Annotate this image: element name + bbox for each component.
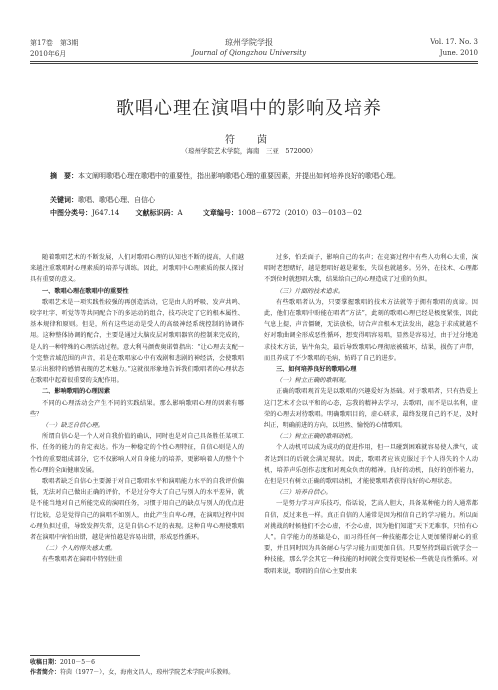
header-rule-2: [30, 63, 478, 64]
bio-value: 符茵（1977－），女，海南文昌人，琼州学院艺术学院声乐教师。: [60, 669, 235, 676]
keywords: [50, 194, 455, 206]
bio-label: 作者简介：: [30, 669, 61, 676]
footnote-rule: [30, 655, 140, 656]
subsection-heading: （二）个人的得失感太重。: [42, 545, 117, 553]
keywords-text: 歌唱、歌唱心理、自信心: [78, 196, 155, 204]
subsection-heading: （二）树立正确的歌唱动机。: [276, 433, 357, 441]
author-bio: [30, 668, 478, 678]
body-paragraph: 一是努力学习声乐技巧，俗话说，艺高人胆大，具备某种能力的人通常都自信，反过来也一样。真正自信的人通常是因为相信自己的学习能力。所以面对挑战的时候他们不会心虚，不会心虚，因为他们知道“天下无难事，只怕有心人”。自学能力的基础是心，而习得任何一种技能都会让人更加懂得耐心的重要，并且同时因为具备耐心与学习能力而更加自信。只要坚持到最后就学会一种技能，那么学会其它一种技能的时间就会变得更轻松一些就是良性循环。对歌唱来说，歌唱的自信心主要由来: [264, 500, 478, 575]
header-rule: [30, 61, 478, 62]
received-date: [30, 658, 478, 668]
body-paragraph: 过多，怕丢面子，影响自己的名声；在竞赛过程中有些人功利心太重，演唱时老想赌好，越是想唱好越是紧张，失误也就越多。另外，在技术、心理都不到位时就想唱大歌，结果给自己的心理造成了过重的负担。: [264, 254, 478, 284]
received-value: 2010－5－6: [60, 659, 95, 666]
date-en: June. 2010: [439, 49, 478, 57]
body-paragraph: 正确的歌唱观首先是以歌唱的兴趣爱好为基础。对于歌唱者，只有热爱上这门艺术才会以平和的心态，忘我的精神去学习，去歌唱，而不是以名利，虚荣的心理去对待歌唱。明确歌唱目的，虚心研求，最终发现自己的不足，及时纠正，明确前进的方向，以坦然、愉悦的心情歌唱。: [264, 388, 478, 430]
doc-code-label: 文献标识码：: [135, 208, 178, 217]
article-number-label: 文章编号：: [202, 208, 238, 217]
doc-code-value: A: [177, 209, 183, 217]
section-heading: 二、影响歌唱的心理因素: [42, 388, 111, 396]
date-cn: 2010年6月: [30, 50, 67, 58]
body-paragraph: 歌唱艺术是一项实践性较强的再创造活动，它是由人的呼吸、发声共鸣、咬字吐字、听觉等等共同配合下的多运动的组合，技巧决定了它的根本属性、基本规律和原则。但是，所有这些运动是受人的高级神经系统控制的协调作用。这种整体协调的配合，主要是通过大脑皮层对歌唱器官的控制来完成的，是人的一种特殊的心理活动过程。意大利马颜费奥诺曾指出：“让心理去支配一个完整音域范围的声音，若是在歌唱家心中有戏剧和悲剧的神经活，会使歌唱显示出独特的感情表现的艺术魅力。”这就很形象地告诉我们歌唱者的心理状态在歌唱中起着很重要的支配作用。: [30, 298, 244, 385]
body-paragraph: 有些歌唱者认为，只要掌握歌唱的技术方法就等于拥有歌唱的真谛。因此，他们在歌唱中盼能在唱者“方法”，此刻的歌唱心理已经是极度紧张，因此气息上提，声音僵硬，无法放松，切合声音根本无法发出，越急于求成就越不好对歌曲调全形成恶性循环，想变得唱容易唱，显然是容易过，由于过分地追求技术方法，钻牛角尖，最后导致歌唱心理彻底被破坏，结果，损伤了声带，而且养成了不少歌唱的毛病，妨碍了自己的进步。: [264, 298, 478, 362]
subsection-heading: （一）缺乏自信心理。: [42, 422, 104, 430]
subsection-heading: （一）树立正确的歌唱观。: [276, 377, 351, 385]
subsection-heading: （三）片面的技术追求。: [276, 287, 345, 295]
abstract-text: 本文阐明歌唱心理在歌唱中的重要性，指出影响歌唱心理的重要因素，并提出如何培养良好的歌唱心理。: [78, 172, 400, 180]
subsection-heading: （三）培养自信心。: [276, 489, 332, 497]
abstract: [50, 170, 455, 182]
body-left-column: [30, 252, 244, 566]
clc-label: 中图分类号：: [50, 208, 92, 217]
body-paragraph: 不同的心理活动会产生不同的实践结果。那么影响歌唱心理的因素有哪些？: [30, 399, 244, 418]
keywords-label: 关键词：: [50, 195, 78, 204]
journal-name-en: Journal of Qiongzhou University: [191, 49, 307, 57]
author-affiliation: （琼州学院艺术学院，海南 三亚 572000）: [181, 147, 317, 155]
section-heading: 三、如何培养良好的歌唱心理: [276, 366, 357, 374]
body-paragraph: 所谓自信心是一个人对自我价值的确认，同时也是对自己具备胜任某项工作、任务的能力的肯定表达。作为一种稳定的个性心理特征，自信心则是人的个性的重要组成部分，它不仅影响人对自身能力的培养，更影响着人的整个个性心理的全面健康发展。: [30, 433, 244, 474]
body-right-column: [264, 252, 478, 577]
clc-value: J647.14: [92, 209, 120, 217]
volume-issue-en: Vol. 17. No. 3: [430, 38, 478, 46]
section-heading: 一、歌唱心理在歌唱中的重要性: [42, 287, 129, 295]
body-paragraph: 歌唱者缺乏自信心主要源于对自己歌唱水平和演唱能力水平的自我评价偏低，无法对自己做出正确的评价，不是过分夸大了自己与别人的水平差异，就是不能当地对自己所能完成的演唱任务，习惯于用自己的缺点与别人的优点进行比较，总是觉得自己的演唱不如别人，由此产生自卑心理，在演唱过程中因心理负担过重，导致发挥失常，这是自信心不足的表现。这种自卑心理使歌唱者在演唱中害怕出错，越是害怕越是容易出错，形成恶性循环。: [30, 478, 244, 542]
body-paragraph: 有些歌唱者在演唱中特别注重: [42, 556, 123, 564]
article-title: 歌唱心理在演唱中的影响及培养: [116, 98, 382, 119]
body-paragraph: 随着歌唱艺术的不断发展，人们对歌唱心理的认知也不断的提高，人们越来越注重歌唱时心理素质的培养与训练。因此，对歌唱中心理素质的探人探讨具有重要的意义。: [30, 254, 244, 284]
received-label: 收稿日期：: [30, 659, 61, 666]
abstract-label: 摘 要：: [50, 171, 78, 180]
article-number-value: 1008－6772（2010）03－0103－02: [237, 209, 362, 217]
volume-issue-cn: 第17卷 第3期: [30, 39, 79, 47]
classification-line: [50, 207, 455, 219]
author-name: 符 茵: [225, 135, 273, 146]
footnote: [30, 658, 478, 678]
body-paragraph: 个人动机可以成为成功的促进作用，但一旦碰到困难就容易使人泄气，或者达到目的后就会满足现状。因此，歌唱者应该克服过于个人得失的个人动机，培养声乐创作志度和对观众负责的精神。良好的动机，良好的创作能力，在但是只有树立正确的歌唱动机，才能使歌唱者获得良好的心理状态。: [264, 444, 478, 486]
journal-name-cn: 琼州学院学报: [225, 38, 273, 47]
